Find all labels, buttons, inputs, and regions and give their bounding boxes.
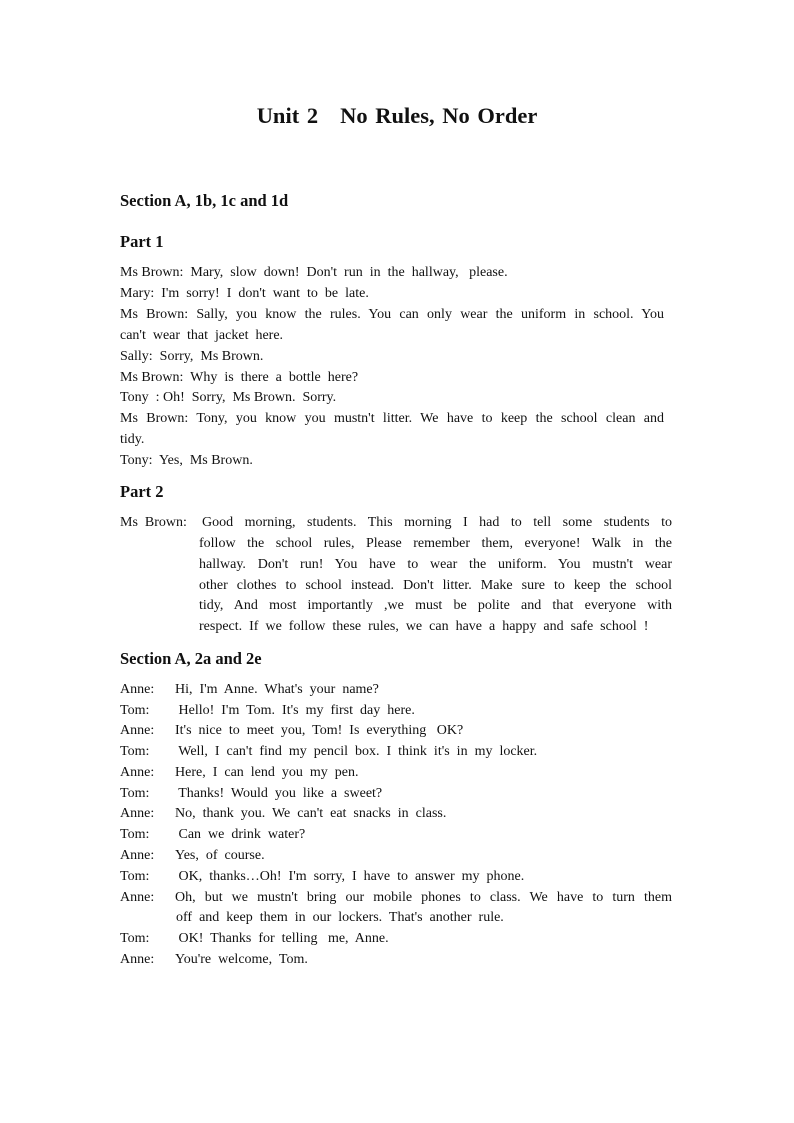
dialogue-text: Here, I can lend you my pen. [175,765,359,780]
part1-line: Ms Brown: Tony, you know you mustn't litter. We have to keep the school clean and [120,411,664,426]
part1-line: Sally: Sorry, Ms Brown. [120,349,264,364]
dialogue-text: Thanks! Would you like a sweet? [175,786,383,801]
dialogue-text: Can we drink water? [175,827,306,842]
dialogue-speaker: Tom: [120,827,150,842]
dialogue-speaker: Tom: [120,744,150,759]
part2-heading: Part 2 [120,482,164,501]
dialogue-text: Hello! I'm Tom. It's my first day here. [175,703,415,718]
unit-number: Unit 2 [256,103,319,128]
part1-line: Tony: Yes, Ms Brown. [120,453,253,468]
dialogue-speaker: Anne: [120,890,155,905]
part2-line: hallway. Don't run! You have to wear the uniform. You mustn't wear [199,557,672,572]
dialogue-speaker: Anne: [120,806,155,821]
dialogue-text: Yes, of course. [175,848,265,863]
dialogue-text: You're welcome, Tom. [175,952,308,967]
part2-line: follow the school rules, Please remember them, everyone! Walk in the [199,536,672,551]
part1-line: Ms Brown: Sally, you know the rules. You can only wear the uniform in school. You [120,307,664,322]
part1-line: Mary: I'm sorry! I don't want to be late. [120,286,369,301]
part1-line: Ms Brown: Mary, slow down! Don't run in the hallway, please. [120,265,508,280]
dialogue-text: Well, I can't find my pencil box. I think it's in my locker. [175,744,538,759]
dialogue-speaker: Tom: [120,931,150,946]
part2-line: tidy, And most importantly ,we must be polite and that everyone with [199,598,672,613]
dialogue-continuation: off and keep them in our lockers. That's another rule. [176,910,504,925]
dialogue-speaker: Anne: [120,848,155,863]
part1-line: Ms Brown: Why is there a bottle here? [120,370,359,385]
dialogue-text: Hi, I'm Anne. What's your name? [175,682,379,697]
dialogue-text: OK! Thanks for telling me, Anne. [175,931,389,946]
part1-line: tidy. [120,432,145,447]
part2-line: other clothes to school instead. Don't litter. Make sure to keep the school [199,578,672,593]
dialogue-speaker: Anne: [120,682,155,697]
dialogue-text: Oh, but we mustn't bring our mobile phones to class. We have to turn them [175,890,672,905]
part1-line: Tony : Oh! Sorry, Ms Brown. Sorry. [120,390,337,405]
dialogue-text: OK, thanks…Oh! I'm sorry, I have to answer my phone. [175,869,525,884]
part2-line: respect. If we follow these rules, we can have a happy and safe school ! [199,619,649,634]
dialogue-speaker: Tom: [120,703,150,718]
page-title [0,103,794,129]
dialogue-text: No, thank you. We can't eat snacks in class. [175,806,447,821]
dialogue-speaker: Anne: [120,765,155,780]
dialogue-speaker: Anne: [120,723,155,738]
dialogue-text: It's nice to meet you, Tom! Is everything OK? [175,723,464,738]
section-heading-2: Section A, 2a and 2e [120,649,262,668]
dialogue-speaker: Tom: [120,869,150,884]
part1-line: can't wear that jacket here. [120,328,284,343]
dialogue-speaker: Tom: [120,786,150,801]
unit-name: No Rules, No Order [340,103,538,128]
dialogue-speaker: Anne: [120,952,155,967]
part2-line: Good morning, students. This morning I had to tell some students to [202,515,672,530]
part2-speaker: Ms Brown: [120,515,187,530]
section-heading-1: Section A, 1b, 1c and 1d [120,191,289,210]
part1-heading: Part 1 [120,232,164,251]
